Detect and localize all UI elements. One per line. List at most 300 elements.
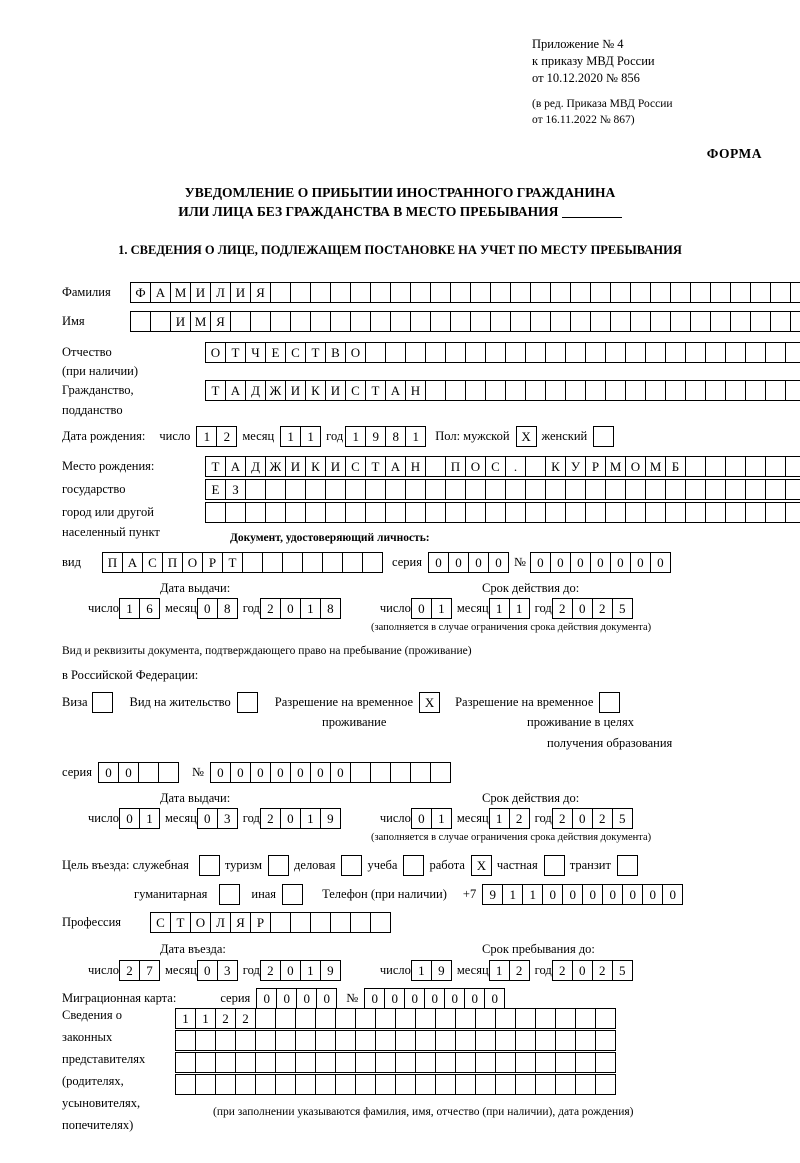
char-cell[interactable]: [790, 311, 800, 332]
char-cell[interactable]: [730, 282, 751, 303]
char-cell[interactable]: [455, 1074, 476, 1095]
char-cell[interactable]: [445, 502, 466, 523]
char-cell[interactable]: [475, 1074, 496, 1095]
char-cell[interactable]: [725, 342, 746, 363]
char-cell[interactable]: [750, 311, 771, 332]
char-cell[interactable]: [525, 456, 546, 477]
patronymic-input[interactable]: [205, 342, 800, 363]
char-cell[interactable]: [405, 479, 426, 500]
char-cell[interactable]: [322, 552, 343, 573]
char-cell[interactable]: [725, 456, 746, 477]
permit-number-input[interactable]: [210, 762, 450, 783]
char-cell[interactable]: Т: [205, 380, 226, 401]
char-cell[interactable]: [605, 479, 626, 500]
char-cell[interactable]: А: [150, 282, 171, 303]
stay-day-input[interactable]: [411, 960, 451, 981]
entry-day-input[interactable]: [119, 960, 159, 981]
char-cell[interactable]: [370, 282, 391, 303]
char-cell[interactable]: [315, 1074, 336, 1095]
char-cell[interactable]: [425, 456, 446, 477]
char-cell[interactable]: [445, 342, 466, 363]
char-cell[interactable]: [765, 342, 786, 363]
char-cell[interactable]: [495, 1030, 516, 1051]
char-cell[interactable]: 0: [572, 598, 593, 619]
char-cell[interactable]: [625, 342, 646, 363]
char-cell[interactable]: [705, 342, 726, 363]
char-cell[interactable]: [175, 1052, 196, 1073]
char-cell[interactable]: [445, 380, 466, 401]
char-cell[interactable]: [550, 311, 571, 332]
char-cell[interactable]: П: [445, 456, 466, 477]
char-cell[interactable]: [585, 479, 606, 500]
char-cell[interactable]: [255, 1052, 276, 1073]
char-cell[interactable]: [630, 282, 651, 303]
char-cell[interactable]: [575, 1052, 596, 1073]
permit-valid-month-input[interactable]: [489, 808, 529, 829]
char-cell[interactable]: Ф: [130, 282, 151, 303]
char-cell[interactable]: [665, 342, 686, 363]
char-cell[interactable]: [365, 502, 386, 523]
char-cell[interactable]: 6: [139, 598, 160, 619]
char-cell[interactable]: [265, 502, 286, 523]
char-cell[interactable]: 0: [119, 808, 140, 829]
char-cell[interactable]: [525, 479, 546, 500]
char-cell[interactable]: [585, 342, 606, 363]
char-cell[interactable]: [535, 1008, 556, 1029]
char-cell[interactable]: [585, 502, 606, 523]
char-cell[interactable]: 0: [280, 598, 301, 619]
birth-month-input[interactable]: [280, 426, 320, 447]
doc-series-input[interactable]: [428, 552, 508, 573]
char-cell[interactable]: 0: [364, 988, 385, 1009]
char-cell[interactable]: [415, 1030, 436, 1051]
char-cell[interactable]: Т: [225, 342, 246, 363]
char-cell[interactable]: [465, 380, 486, 401]
char-cell[interactable]: Н: [405, 456, 426, 477]
char-cell[interactable]: 5: [612, 598, 633, 619]
char-cell[interactable]: [765, 456, 786, 477]
birth-day-input[interactable]: [196, 426, 236, 447]
char-cell[interactable]: 2: [119, 960, 140, 981]
char-cell[interactable]: П: [162, 552, 183, 573]
char-cell[interactable]: 2: [216, 426, 237, 447]
char-cell[interactable]: [175, 1074, 196, 1095]
char-cell[interactable]: 3: [217, 960, 238, 981]
char-cell[interactable]: 9: [431, 960, 452, 981]
char-cell[interactable]: [375, 1074, 396, 1095]
char-cell[interactable]: [175, 1030, 196, 1051]
char-cell[interactable]: [495, 1074, 516, 1095]
char-cell[interactable]: [290, 912, 311, 933]
char-cell[interactable]: Е: [205, 479, 226, 500]
char-cell[interactable]: [535, 1074, 556, 1095]
birthplace-input-row-2[interactable]: [205, 479, 800, 500]
valid-year-input[interactable]: [552, 598, 632, 619]
char-cell[interactable]: 1: [489, 960, 510, 981]
char-cell[interactable]: 0: [484, 988, 505, 1009]
char-cell[interactable]: С: [485, 456, 506, 477]
char-cell[interactable]: X: [516, 426, 537, 447]
char-cell[interactable]: [355, 1008, 376, 1029]
char-cell[interactable]: [590, 282, 611, 303]
char-cell[interactable]: [410, 282, 431, 303]
char-cell[interactable]: [530, 282, 551, 303]
char-cell[interactable]: 0: [404, 988, 425, 1009]
char-cell[interactable]: Р: [585, 456, 606, 477]
char-cell[interactable]: [455, 1008, 476, 1029]
char-cell[interactable]: [310, 912, 331, 933]
char-cell[interactable]: 0: [610, 552, 631, 573]
char-cell[interactable]: [565, 479, 586, 500]
char-cell[interactable]: 2: [592, 598, 613, 619]
char-cell[interactable]: 0: [444, 988, 465, 1009]
char-cell[interactable]: [195, 1052, 216, 1073]
char-cell[interactable]: 0: [118, 762, 139, 783]
char-cell[interactable]: О: [182, 552, 203, 573]
char-cell[interactable]: М: [605, 456, 626, 477]
char-cell[interactable]: [745, 479, 766, 500]
name-input[interactable]: [130, 311, 800, 332]
char-cell[interactable]: [150, 311, 171, 332]
char-cell[interactable]: 1: [280, 426, 301, 447]
char-cell[interactable]: [650, 282, 671, 303]
char-cell[interactable]: 3: [217, 808, 238, 829]
char-cell[interactable]: [490, 282, 511, 303]
char-cell[interactable]: [445, 479, 466, 500]
char-cell[interactable]: 0: [530, 552, 551, 573]
char-cell[interactable]: Р: [250, 912, 271, 933]
char-cell[interactable]: [335, 1052, 356, 1073]
birthplace-input-row-3[interactable]: [205, 502, 800, 523]
char-cell[interactable]: [515, 1008, 536, 1029]
char-cell[interactable]: [565, 502, 586, 523]
char-cell[interactable]: И: [285, 380, 306, 401]
char-cell[interactable]: [710, 311, 731, 332]
char-cell[interactable]: 8: [217, 598, 238, 619]
char-cell[interactable]: Е: [265, 342, 286, 363]
char-cell[interactable]: [355, 1074, 376, 1095]
char-cell[interactable]: [405, 502, 426, 523]
char-cell[interactable]: И: [190, 282, 211, 303]
stay-year-input[interactable]: [552, 960, 632, 981]
char-cell[interactable]: [405, 342, 426, 363]
char-cell[interactable]: [385, 342, 406, 363]
char-cell[interactable]: [315, 1030, 336, 1051]
char-cell[interactable]: 1: [195, 1008, 216, 1029]
char-cell[interactable]: [375, 1030, 396, 1051]
char-cell[interactable]: [505, 342, 526, 363]
char-cell[interactable]: 0: [330, 762, 351, 783]
char-cell[interactable]: О: [205, 342, 226, 363]
char-cell[interactable]: 2: [592, 960, 613, 981]
stay-month-input[interactable]: [489, 960, 529, 981]
migration-number-input[interactable]: [364, 988, 504, 1009]
char-cell[interactable]: 0: [230, 762, 251, 783]
char-cell[interactable]: [395, 1074, 416, 1095]
char-cell[interactable]: [250, 311, 271, 332]
char-cell[interactable]: [599, 692, 620, 713]
char-cell[interactable]: [575, 1030, 596, 1051]
char-cell[interactable]: [630, 311, 651, 332]
doc-number-input[interactable]: [530, 552, 670, 573]
char-cell[interactable]: 5: [612, 960, 633, 981]
char-cell[interactable]: [645, 380, 666, 401]
char-cell[interactable]: [535, 1052, 556, 1073]
char-cell[interactable]: [265, 479, 286, 500]
char-cell[interactable]: 0: [276, 988, 297, 1009]
char-cell[interactable]: [505, 479, 526, 500]
char-cell[interactable]: [275, 1030, 296, 1051]
char-cell[interactable]: 2: [215, 1008, 236, 1029]
char-cell[interactable]: 0: [250, 762, 271, 783]
char-cell[interactable]: [535, 1030, 556, 1051]
char-cell[interactable]: А: [225, 380, 246, 401]
char-cell[interactable]: [465, 502, 486, 523]
char-cell[interactable]: Я: [250, 282, 271, 303]
char-cell[interactable]: 1: [300, 960, 321, 981]
char-cell[interactable]: 0: [98, 762, 119, 783]
char-cell[interactable]: 2: [260, 598, 281, 619]
char-cell[interactable]: М: [170, 282, 191, 303]
char-cell[interactable]: [745, 380, 766, 401]
char-cell[interactable]: [544, 855, 565, 876]
char-cell[interactable]: [465, 342, 486, 363]
char-cell[interactable]: [625, 380, 646, 401]
char-cell[interactable]: 1: [509, 598, 530, 619]
entry-month-input[interactable]: [197, 960, 237, 981]
char-cell[interactable]: 0: [562, 884, 583, 905]
char-cell[interactable]: Ж: [265, 456, 286, 477]
char-cell[interactable]: [725, 479, 746, 500]
char-cell[interactable]: 8: [320, 598, 341, 619]
char-cell[interactable]: [545, 502, 566, 523]
purpose-work-checkbox[interactable]: [471, 855, 491, 876]
legal-rep-input-4[interactable]: [175, 1074, 615, 1095]
char-cell[interactable]: [275, 1074, 296, 1095]
char-cell[interactable]: [685, 456, 706, 477]
char-cell[interactable]: 2: [509, 808, 530, 829]
char-cell[interactable]: [495, 1008, 516, 1029]
char-cell[interactable]: 1: [119, 598, 140, 619]
char-cell[interactable]: [765, 380, 786, 401]
char-cell[interactable]: [275, 1052, 296, 1073]
char-cell[interactable]: А: [225, 456, 246, 477]
char-cell[interactable]: 1: [139, 808, 160, 829]
char-cell[interactable]: М: [645, 456, 666, 477]
char-cell[interactable]: [395, 1030, 416, 1051]
char-cell[interactable]: [545, 342, 566, 363]
char-cell[interactable]: 0: [630, 552, 651, 573]
char-cell[interactable]: И: [325, 456, 346, 477]
char-cell[interactable]: [505, 502, 526, 523]
char-cell[interactable]: 5: [612, 808, 633, 829]
char-cell[interactable]: [295, 1030, 316, 1051]
permit-issue-month-input[interactable]: [197, 808, 237, 829]
char-cell[interactable]: [350, 311, 371, 332]
char-cell[interactable]: [242, 552, 263, 573]
char-cell[interactable]: 0: [572, 960, 593, 981]
char-cell[interactable]: 2: [509, 960, 530, 981]
char-cell[interactable]: [617, 855, 638, 876]
char-cell[interactable]: [595, 1008, 616, 1029]
char-cell[interactable]: [315, 1052, 336, 1073]
char-cell[interactable]: [605, 380, 626, 401]
char-cell[interactable]: [355, 1052, 376, 1073]
char-cell[interactable]: 0: [550, 552, 571, 573]
char-cell[interactable]: [555, 1008, 576, 1029]
visa-checkbox[interactable]: [92, 692, 112, 713]
char-cell[interactable]: [255, 1030, 276, 1051]
char-cell[interactable]: 0: [622, 884, 643, 905]
char-cell[interactable]: [415, 1074, 436, 1095]
doc-kind-input[interactable]: [102, 552, 382, 573]
char-cell[interactable]: 9: [320, 960, 341, 981]
char-cell[interactable]: М: [190, 311, 211, 332]
purpose-transit-checkbox[interactable]: [617, 855, 637, 876]
char-cell[interactable]: [270, 912, 291, 933]
char-cell[interactable]: [575, 1074, 596, 1095]
legal-rep-input-2[interactable]: [175, 1030, 615, 1051]
char-cell[interactable]: 0: [662, 884, 683, 905]
char-cell[interactable]: [305, 479, 326, 500]
char-cell[interactable]: [515, 1052, 536, 1073]
char-cell[interactable]: [475, 1030, 496, 1051]
char-cell[interactable]: [335, 1008, 356, 1029]
char-cell[interactable]: [395, 1008, 416, 1029]
char-cell[interactable]: [745, 502, 766, 523]
char-cell[interactable]: [605, 502, 626, 523]
char-cell[interactable]: [595, 1074, 616, 1095]
char-cell[interactable]: [765, 502, 786, 523]
purpose-tourism-checkbox[interactable]: [268, 855, 288, 876]
char-cell[interactable]: [595, 1052, 616, 1073]
char-cell[interactable]: [745, 342, 766, 363]
char-cell[interactable]: 9: [482, 884, 503, 905]
char-cell[interactable]: [430, 282, 451, 303]
char-cell[interactable]: В: [325, 342, 346, 363]
char-cell[interactable]: 0: [280, 808, 301, 829]
char-cell[interactable]: [385, 479, 406, 500]
phone-input[interactable]: [482, 884, 682, 905]
char-cell[interactable]: [275, 1008, 296, 1029]
char-cell[interactable]: 0: [210, 762, 231, 783]
char-cell[interactable]: 1: [489, 598, 510, 619]
migration-series-input[interactable]: [256, 988, 336, 1009]
char-cell[interactable]: 0: [256, 988, 277, 1009]
char-cell[interactable]: [610, 282, 631, 303]
char-cell[interactable]: [525, 342, 546, 363]
char-cell[interactable]: [435, 1008, 456, 1029]
char-cell[interactable]: [515, 1030, 536, 1051]
char-cell[interactable]: 0: [197, 598, 218, 619]
char-cell[interactable]: [370, 762, 391, 783]
char-cell[interactable]: 1: [300, 598, 321, 619]
char-cell[interactable]: [290, 282, 311, 303]
char-cell[interactable]: [362, 552, 383, 573]
char-cell[interactable]: [435, 1030, 456, 1051]
char-cell[interactable]: [270, 282, 291, 303]
permit-issue-year-input[interactable]: [260, 808, 340, 829]
char-cell[interactable]: 0: [296, 988, 317, 1009]
char-cell[interactable]: 1: [411, 960, 432, 981]
char-cell[interactable]: [685, 502, 706, 523]
char-cell[interactable]: [785, 456, 800, 477]
char-cell[interactable]: [685, 342, 706, 363]
char-cell[interactable]: 1: [175, 1008, 196, 1029]
char-cell[interactable]: 0: [280, 960, 301, 981]
char-cell[interactable]: [470, 282, 491, 303]
char-cell[interactable]: [485, 380, 506, 401]
char-cell[interactable]: Л: [210, 912, 231, 933]
char-cell[interactable]: О: [190, 912, 211, 933]
char-cell[interactable]: [425, 380, 446, 401]
char-cell[interactable]: [555, 1074, 576, 1095]
char-cell[interactable]: [505, 380, 526, 401]
char-cell[interactable]: 2: [552, 808, 573, 829]
sex-male-checkbox[interactable]: [516, 426, 536, 447]
char-cell[interactable]: [410, 311, 431, 332]
char-cell[interactable]: О: [465, 456, 486, 477]
char-cell[interactable]: 0: [290, 762, 311, 783]
char-cell[interactable]: К: [305, 380, 326, 401]
char-cell[interactable]: [285, 502, 306, 523]
purpose-private-checkbox[interactable]: [544, 855, 564, 876]
char-cell[interactable]: [555, 1052, 576, 1073]
char-cell[interactable]: [345, 479, 366, 500]
char-cell[interactable]: [355, 1030, 376, 1051]
char-cell[interactable]: [295, 1052, 316, 1073]
char-cell[interactable]: [138, 762, 159, 783]
birthplace-input-row-1[interactable]: [205, 456, 800, 477]
char-cell[interactable]: [375, 1052, 396, 1073]
char-cell[interactable]: 2: [552, 598, 573, 619]
purpose-study-checkbox[interactable]: [403, 855, 423, 876]
purpose-business-checkbox[interactable]: [341, 855, 361, 876]
char-cell[interactable]: [455, 1030, 476, 1051]
char-cell[interactable]: 0: [590, 552, 611, 573]
char-cell[interactable]: [370, 912, 391, 933]
char-cell[interactable]: Т: [205, 456, 226, 477]
char-cell[interactable]: 1: [196, 426, 217, 447]
char-cell[interactable]: [350, 282, 371, 303]
char-cell[interactable]: Т: [365, 456, 386, 477]
char-cell[interactable]: 0: [424, 988, 445, 1009]
char-cell[interactable]: [690, 311, 711, 332]
char-cell[interactable]: [235, 1030, 256, 1051]
char-cell[interactable]: [325, 479, 346, 500]
char-cell[interactable]: [485, 342, 506, 363]
char-cell[interactable]: [365, 479, 386, 500]
permit-valid-day-input[interactable]: [411, 808, 451, 829]
char-cell[interactable]: [282, 552, 303, 573]
char-cell[interactable]: [450, 282, 471, 303]
char-cell[interactable]: [435, 1074, 456, 1095]
permit-issue-day-input[interactable]: [119, 808, 159, 829]
char-cell[interactable]: [485, 502, 506, 523]
char-cell[interactable]: Л: [210, 282, 231, 303]
char-cell[interactable]: [645, 479, 666, 500]
char-cell[interactable]: [565, 342, 586, 363]
char-cell[interactable]: [750, 282, 771, 303]
char-cell[interactable]: [475, 1008, 496, 1029]
char-cell[interactable]: 1: [431, 808, 452, 829]
char-cell[interactable]: [495, 1052, 516, 1073]
birth-year-input[interactable]: [345, 426, 425, 447]
char-cell[interactable]: 0: [642, 884, 663, 905]
char-cell[interactable]: [525, 502, 546, 523]
char-cell[interactable]: [665, 479, 686, 500]
char-cell[interactable]: 8: [385, 426, 406, 447]
